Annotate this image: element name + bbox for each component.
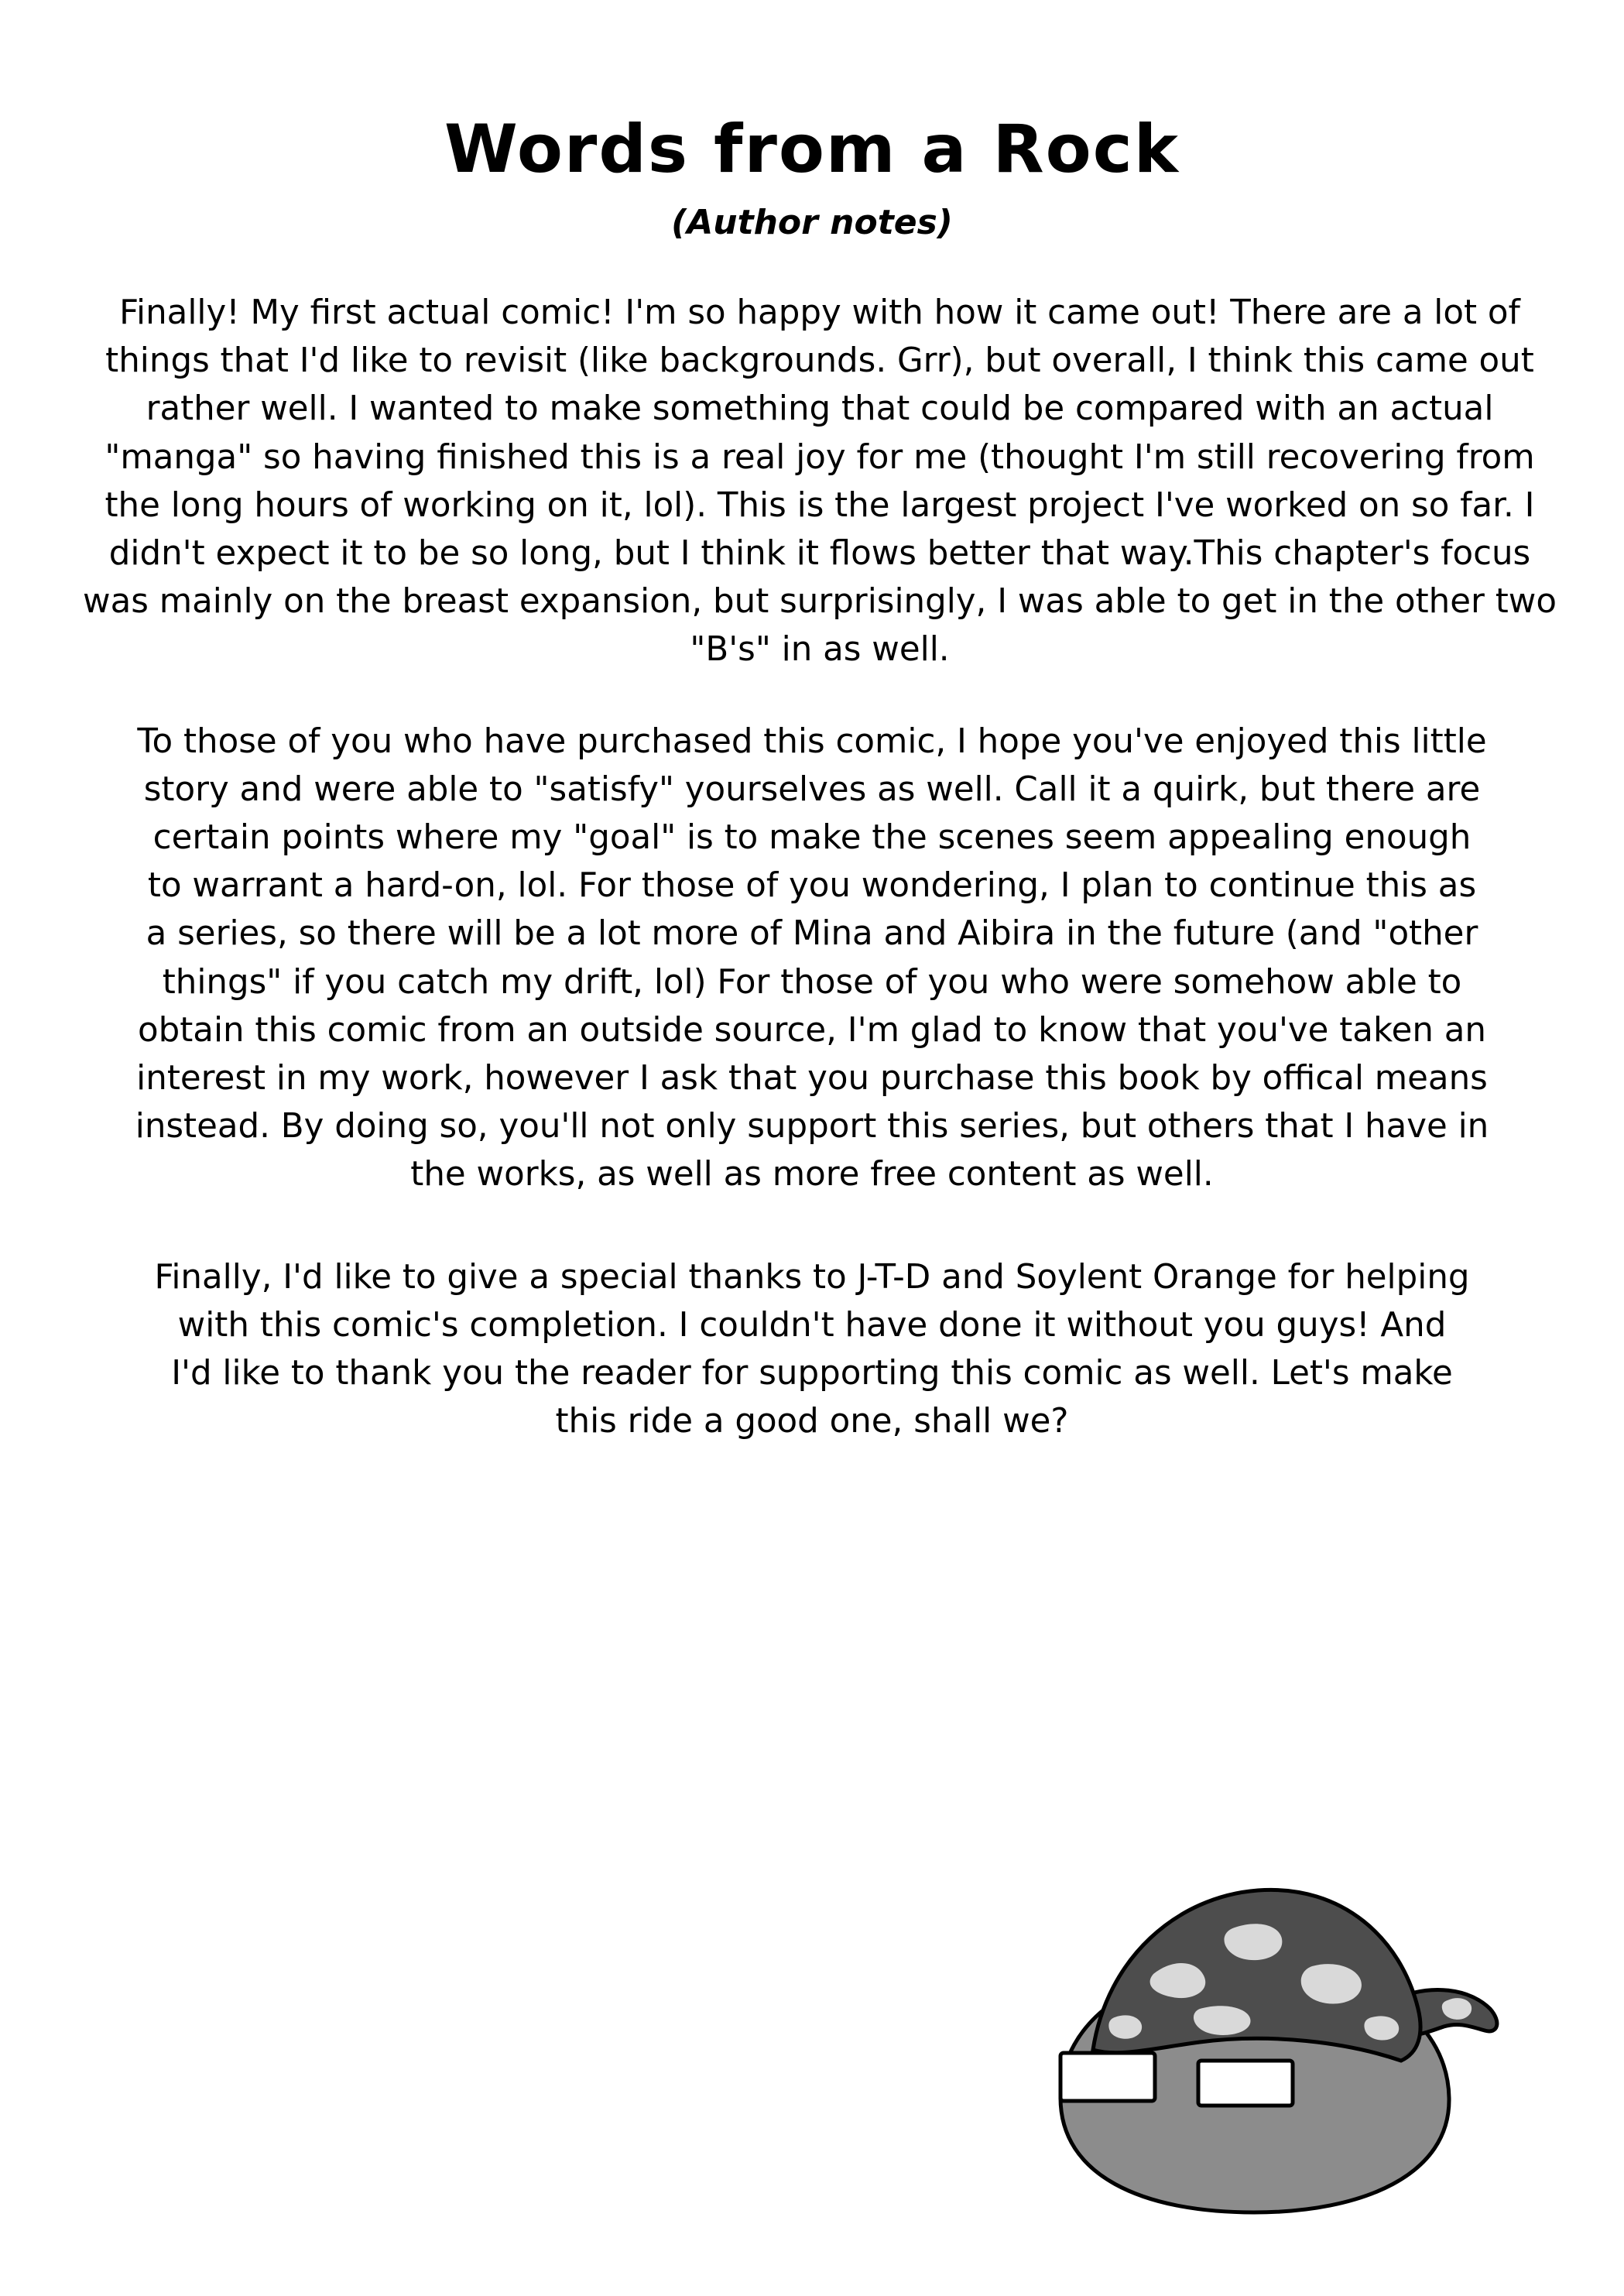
page-subtitle: (Author notes): [671, 203, 953, 242]
rock-character-illustration: [1037, 1842, 1517, 2229]
rock-left-eye: [1060, 2053, 1155, 2101]
rock-right-eye: [1198, 2061, 1293, 2106]
page-title: Words from a Rock: [444, 111, 1180, 188]
rock-spot-6: [1108, 2015, 1142, 2038]
paragraph-3: Finally, I'd like to give a special thanks to J-T-D and Soylent Orange for helping with this comic's completion. I couldn't have done it without you guys! And I'd like to thank you the reader for supporting this comic as well. Let's make this ride a good one, shall we?: [154, 1257, 1470, 1441]
paragraph-2: To those of you who have purchased this comic, I hope you've enjoyed this little story and were able to "satisfy" yourselves as well. Call it a quirk, but there are certain points where my "goal" is to make the scenes seem appealing enough to warrant a hard-on, lol. For those of you wondering, I plan to continue this as a series, so there will be a lot more of Mina and Aibira in the future (and "other things" if you catch my drift, lol) For those of you who were somehow able to obtain this comic from an outside source, I'm glad to know that you've taken an interest in my work, however I ask that you purchase this book by offical means instead. By doing so, you'll not only support this series, but others that I have in the works, as well as more free content as well.: [135, 721, 1489, 1194]
author-notes-body: [65, 242, 1559, 1445]
paragraph-1: Finally! My first actual comic! I'm so happy with how it came out! There are a lot of things that I'd like to revisit (like backgrounds. Grr), but overall, I think this came out rather well. I wanted to make something that could be compared with an actual "manga" so having finished this is a real joy for me (thought I'm still recovering from the long hours of working on it, lol). This is the largest project I've worked on so far. I didn't expect it to be so long, but I think it flows better that way.This chapter's focus was mainly on the breast expansion, but surprisingly, I was able to get in the other two "B's" in as well.: [83, 293, 1557, 670]
